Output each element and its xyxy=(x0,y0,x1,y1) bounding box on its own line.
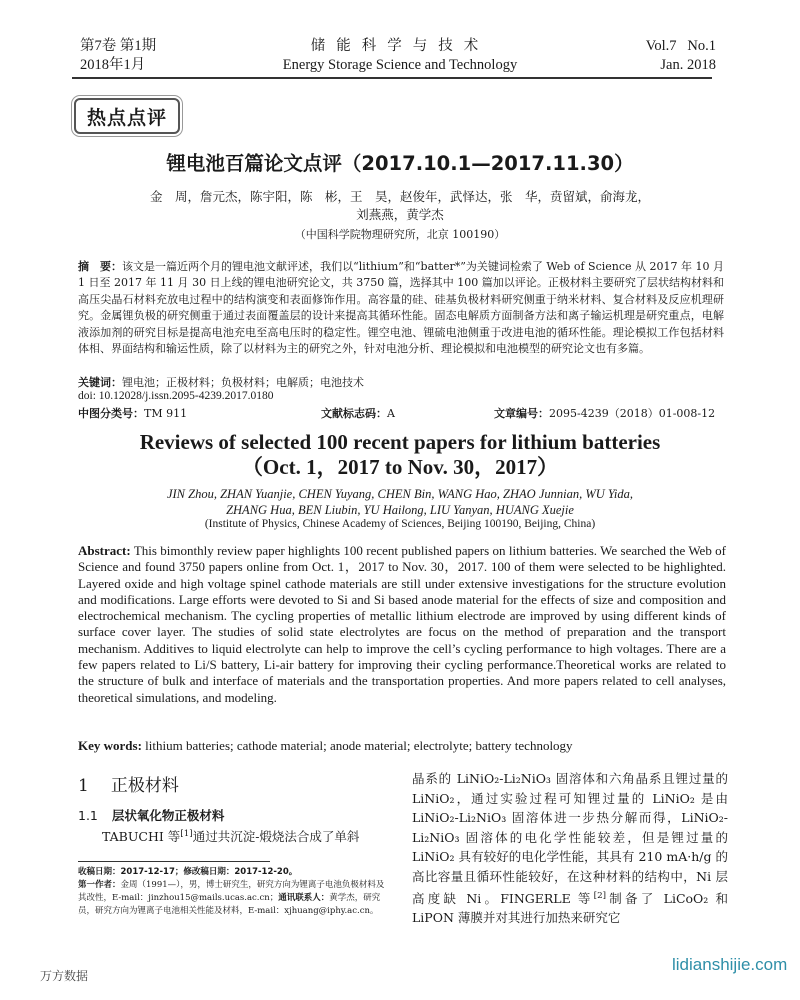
abstract-en xyxy=(78,543,726,706)
citation-1[interactable]: [1] xyxy=(180,829,193,839)
title-cn: 锂电池百篇论文点评（2017.10.1—2017.11.30） xyxy=(166,152,634,175)
citation-2[interactable]: [2] xyxy=(593,890,607,901)
affiliation-cn: （中国科学院物理研究所，北京 100190） xyxy=(294,228,506,241)
publication-date-cn: 2018年1月 xyxy=(80,57,146,73)
abstract-en-text: This bimonthly review paper highlights 100 recent published papers on lithium batteries. We searched the Web of Science and found 3750 papers online from Oct. 1，2017 to Nov. 30，2017. 100 of them were selected to be highlighted. Layered oxide and high voltage spinel cathode materials are still under extensive investigations for the structure evolution and modifications. Large efforts were devoted to Si and Si based anode material for the effects of size and composition and electrochemical mechanism. The cycling properties of metallic lithium electrode are improved by using different kinds of surface cover layer. The studies of solid state electrolytes are focus on the method of preparation and the transport mechanism. Additives to liquid electrolyte can help to improve the cell’s cycling performance to high voltages. There are a few papers related to Li/S battery, Li-air battery for improving their cycling performance.Theoretical works are related to the structure of bulk and interface of materials and the transportation properties. And more papers related to cell analyses, theoretical simulations, and modeling. xyxy=(78,543,727,705)
authors-en-line1: JIN Zhou, ZHAN Yuanjie, CHEN Yuyang, CHEN Bin, WANG Hao, ZHAO Junnian, WU Yida, xyxy=(166,487,634,501)
title-en xyxy=(60,430,740,480)
keywords-en-label: Key words: xyxy=(78,738,142,753)
journal-name-cn: 储能科学与技术 xyxy=(310,38,490,54)
classification-number: 中图分类号：TM 911 xyxy=(78,407,188,420)
volume-issue: 第7卷 第1期 xyxy=(80,38,157,54)
keywords-en-text: lithium batteries; cathode material; anode material; electrolyte; battery technology xyxy=(145,738,573,753)
received-dates: 收稿日期：2017-12-17；修改稿日期：2017-12-20。 xyxy=(78,867,298,877)
article-number: 文章编号：2095-4239（2018）01-008-12 xyxy=(494,407,716,420)
column-badge: 热点点评 xyxy=(74,98,180,134)
title-en-line1: Reviews of selected 100 recent papers for lithium batteries xyxy=(139,430,661,454)
abstract-cn-label: 摘 要： xyxy=(78,260,123,273)
body-right-paragraph: 晶系的 LiNiO₂-Li₂NiO₃ 固溶体和六角晶系且锂过量的 LiNiO₂，通过实验过程可知锂过量的 LiNiO₂ 是由 LiNiO₂-Li₂NiO₃ 固溶体进一步热分解而得，LiNiO₂-Li₂NiO₃ 固溶体的电化学性能较差，但是锂过量的 LiNiO₂ 具有较好的电化学性能，其具有 210 mA·h/g 的高比容量且循环性能较好，在这种材料的结构中，Ni 层高度缺 Ni。FINGERLE 等[2]制备了 LiCoO₂ 和 LiPON 薄膜并对其进行加热来研究它 xyxy=(412,771,728,926)
document-code: 文献标志码：A xyxy=(321,407,395,420)
footnote xyxy=(78,866,388,918)
authors-en xyxy=(80,486,720,518)
watermark-wanfang: 万方数据 xyxy=(40,969,89,983)
header-volume-issue xyxy=(80,37,156,75)
watermark-site: lidianshijie.com xyxy=(672,955,788,974)
authors-cn-line2: 刘燕燕，黄学杰 xyxy=(356,207,444,222)
section-number: 1 xyxy=(78,776,89,796)
abstract-cn xyxy=(78,259,724,357)
keywords-cn xyxy=(78,374,724,390)
doi: doi: 10.12028/j.issn.2095-4239.2017.0180 xyxy=(78,390,274,402)
section-title: 正极材料 xyxy=(110,776,179,796)
subsection-number: 1.1 xyxy=(78,808,98,823)
title-en-line2: （Oct. 1，2017 to Nov. 30，2017） xyxy=(241,455,559,479)
publication-date-en: Jan. 2018 xyxy=(660,57,716,73)
authors-en-line2: ZHANG Hua, BEN Liubin, YU Hailong, LIU Yanyan, HUANG Xuejie xyxy=(226,503,574,517)
footnote-divider xyxy=(78,861,270,862)
header-divider xyxy=(72,77,712,79)
journal-name-en: Energy Storage Science and Technology xyxy=(282,57,518,73)
affiliation-en: (Institute of Physics, Chinese Academy of Sciences, Beijing 100190, Beijing, China) xyxy=(204,518,596,530)
authors-cn xyxy=(100,188,700,224)
subsection-title: 层状氧化物正极材料 xyxy=(111,808,225,823)
header-journal-name xyxy=(260,37,540,75)
vol-no: Vol.7 No.1 xyxy=(645,38,716,54)
abstract-cn-text: 该文是一篇近两个月的锂电池文献评述，我们以“lithium”和“batter*”为关键词检索了 Web of Science 从 2017 年 10 月 1 日至 2017 年 11 月 30 日上线的锂电池研究论文，共 3750 篇，选择其中 100 篇加以评论。正极材料主要研究了层状结构材料和高压尖晶石材料充放电过程中的结构演变和表面修饰作用。高容量的硅、硅基负极材料研究侧重于纳米材料、复合材料及反应机理研究。金属锂负极的研究侧重于通过表面覆盖层的设计来提高其循环性能。固态电解质方面制备方法和离子输运机理是研究重点，电解液添加剂的研究目标是提高电池充电至高电压时的稳定性。锂空电池、锂硫电池侧重于改进电池的循环性能。理论模拟工作包括材料体相、界面结构和输运性质，除了以材料为主的研究之外，针对电池分析、理论模拟和电池模型的研究论文也有多篇。 xyxy=(78,260,725,356)
body-left-paragraph: TABUCHI 等[1]通过共沉淀-煅烧法合成了单斜 xyxy=(102,829,360,845)
section-heading-1 xyxy=(78,771,179,796)
keywords-cn-label: 关键词： xyxy=(78,376,122,389)
header-vol-no xyxy=(600,37,716,75)
keywords-cn-text: 锂电池；正极材料；负极材料；电解质；电池技术 xyxy=(122,376,364,389)
authors-cn-line1: 金 周，詹元杰，陈宇阳，陈 彬，王 昊，赵俊年，武怿达，张 华，贲留斌，俞海龙， xyxy=(149,189,650,204)
section-heading-1-1 xyxy=(78,806,224,824)
author-info: 第一作者：金周（1991—），男，博士研究生，研究方向为锂离子电池负极材料及其改性，E-mail：jinzhou15@mails.ucas.ac.cn；通讯联系人：黄学杰，研究员，研究方向为锂离子电池相关性能及材料，E-mail：xjhuang@iphy.ac.cn。 xyxy=(78,880,385,916)
keywords-en xyxy=(78,738,726,754)
abstract-en-label: Abstract: xyxy=(78,543,131,558)
